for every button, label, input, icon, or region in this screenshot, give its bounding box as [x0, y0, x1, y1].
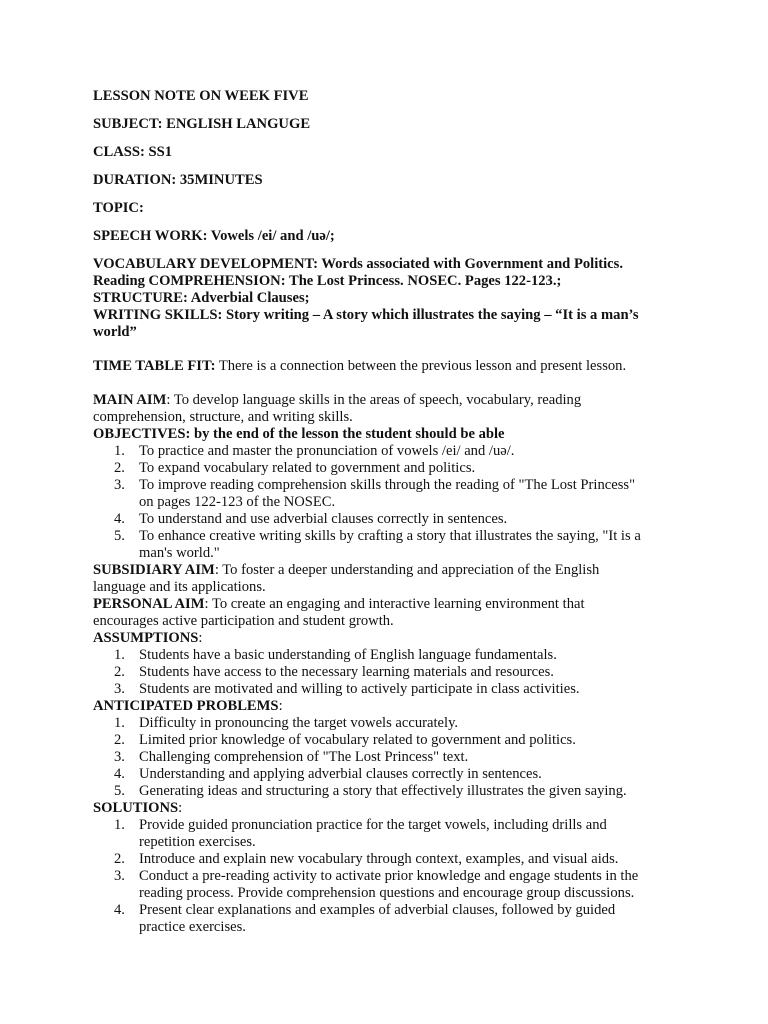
list-item: 3. Conduct a pre-reading activity to activate prior knowledge and engage students in the reading process. Provide comprehension questions and encourage group discussions.	[114, 868, 639, 901]
topics-block	[93, 256, 693, 341]
document-title: LESSON NOTE ON WEEK FIVE	[93, 88, 309, 104]
solutions-list	[93, 817, 693, 936]
vocabulary-label: VOCABULARY DEVELOPMENT:	[93, 256, 318, 272]
personal-aim-line-2: encourages active participation and student growth.	[93, 613, 394, 629]
anticipated-problems-list	[93, 715, 693, 800]
list-item: 1. To practice and master the pronunciation of vowels /ei/ and /uə/.	[114, 443, 515, 459]
list-item: 2. To expand vocabulary related to government and politics.	[114, 460, 476, 476]
list-item: 3. Students are motivated and willing to actively participate in class activities.	[114, 681, 580, 697]
main-aim-text: : To develop language skills in the areas of speech, vocabulary, reading	[166, 392, 582, 408]
objectives-heading: OBJECTIVES: by the end of the lesson the student should be able	[93, 426, 505, 442]
personal-aim-line-1	[93, 596, 693, 613]
subsidiary-aim-line-2: language and its applications.	[93, 579, 266, 595]
list-item: 5. Generating ideas and structuring a story that effectively illustrates the given saying.	[114, 783, 627, 799]
list-item: 1. Students have a basic understanding of English language fundamentals.	[114, 647, 557, 663]
anticipated-problems-heading: ANTICIPATED PROBLEMS:	[93, 698, 283, 714]
objectives-list	[93, 443, 693, 562]
list-item: 5. To enhance creative writing skills by crafting a story that illustrates the saying, "It is a man's world."	[114, 528, 641, 561]
list-item: 2. Introduce and explain new vocabulary through context, examples, and visual aids.	[114, 851, 619, 867]
list-item: 3. To improve reading comprehension skills through the reading of "The Lost Princess" on pages 122-123 of the NOSEC.	[114, 477, 636, 510]
timetable-line	[93, 358, 693, 375]
writing-line-2: world”	[93, 324, 137, 340]
speech-work-label: SPEECH WORK:	[93, 228, 208, 244]
topic-line: TOPIC:	[93, 200, 144, 216]
main-aim-label: MAIN AIM	[93, 392, 167, 408]
list-item: 4. To understand and use adverbial clauses correctly in sentences.	[114, 511, 508, 527]
assumptions-heading: ASSUMPTIONS:	[93, 630, 203, 646]
vocabulary-value: Words associated with Government and Politics.	[318, 256, 623, 272]
speech-work-value: Vowels /ei/ and /uə/;	[207, 228, 335, 244]
main-aim-line-1	[93, 392, 693, 409]
timetable-text: There is a connection between the previous lesson and present lesson.	[215, 358, 627, 374]
vocabulary-line	[93, 256, 693, 273]
lesson-note-page	[93, 88, 693, 936]
subsidiary-aim-line-1	[93, 562, 693, 579]
speech-work-line	[93, 228, 693, 245]
list-item: 2. Limited prior knowledge of vocabulary related to government and politics.	[114, 732, 576, 748]
list-item: 4. Present clear explanations and examples of adverbial clauses, followed by guided practice exercises.	[114, 902, 616, 935]
subsidiary-aim-text: : To foster a deeper understanding and appreciation of the English	[214, 562, 600, 578]
list-item: 4. Understanding and applying adverbial clauses correctly in sentences.	[114, 766, 542, 782]
structure-line: STRUCTURE: Adverbial Clauses;	[93, 290, 310, 306]
writing-line-1: WRITING SKILLS: Story writing – A story which illustrates the saying – “It is a man’s	[93, 307, 639, 323]
duration-line: DURATION: 35MINUTES	[93, 172, 263, 188]
list-item: 3. Challenging comprehension of "The Lost Princess" text.	[114, 749, 469, 765]
solutions-heading: SOLUTIONS:	[93, 800, 183, 816]
list-item: 2. Students have access to the necessary learning materials and resources.	[114, 664, 554, 680]
personal-aim-label: PERSONAL AIM	[93, 596, 205, 612]
assumptions-list	[93, 647, 693, 698]
main-aim-line-2: comprehension, structure, and writing skills.	[93, 409, 353, 425]
subject-line: SUBJECT: ENGLISH LANGUGE	[93, 116, 311, 132]
list-item: 1. Provide guided pronunciation practice for the target vowels, including drills and repetition exercises.	[114, 817, 607, 850]
timetable-label: TIME TABLE FIT:	[93, 358, 216, 374]
subsidiary-aim-label: SUBSIDIARY AIM	[93, 562, 215, 578]
reading-line: Reading COMPREHENSION: The Lost Princess. NOSEC. Pages 122-123.;	[93, 273, 562, 289]
personal-aim-text: : To create an engaging and interactive learning environment that	[204, 596, 585, 612]
list-item: 1. Difficulty in pronouncing the target vowels accurately.	[114, 715, 459, 731]
class-line: CLASS: SS1	[93, 144, 173, 160]
